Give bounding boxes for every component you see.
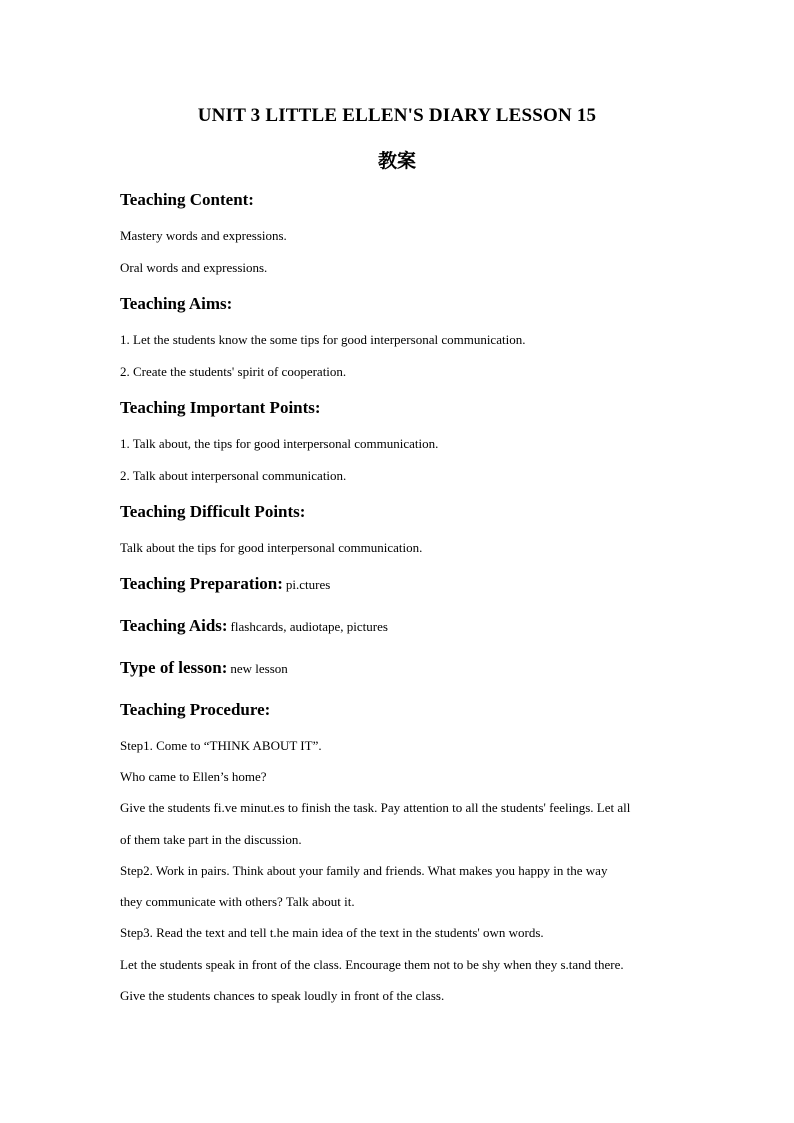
aims-line: 1. Let the students know the some tips for good interpersonal communication. — [120, 332, 526, 347]
document-title: UNIT 3 LITTLE ELLEN'S DIARY LESSON 15 — [197, 105, 597, 126]
content-line: Mastery words and expressions. — [120, 228, 287, 243]
heading-difficult-points: Teaching Difficult Points: — [120, 502, 306, 521]
procedure-line: Step2. Work in pairs. Think about your family and friends. What makes you happy in the way — [120, 863, 608, 878]
important-line: 2. Talk about interpersonal communication. — [120, 468, 347, 483]
procedure-line: Let the students speak in front of the class. Encourage them not to be shy when they s.tand there. — [120, 957, 624, 972]
heading-teaching-procedure: Teaching Procedure: — [120, 700, 271, 719]
heading-teaching-preparation — [120, 574, 330, 594]
content-line: Oral words and expressions. — [120, 260, 268, 275]
procedure-line: of them take part in the discussion. — [120, 832, 302, 847]
aids-label: Teaching Aids: — [120, 616, 228, 635]
procedure-line: Give the students fi.ve minut.es to finish the task. Pay attention to all the students' feelings. Let all — [120, 800, 631, 815]
type-label: Type of lesson: — [120, 658, 228, 677]
heading-teaching-aims: Teaching Aims: — [120, 294, 233, 313]
document-subtitle: 教案 — [377, 150, 416, 172]
preparation-value: pi.ctures — [285, 577, 331, 592]
procedure-line: they communicate with others? Talk about it. — [120, 894, 355, 909]
aims-line: 2. Create the students' spirit of cooperation. — [120, 364, 347, 379]
procedure-line: Who came to Ellen’s home? — [120, 769, 267, 784]
procedure-line: Step1. Come to “THINK ABOUT IT”. — [120, 738, 322, 753]
preparation-label: Teaching Preparation: — [120, 574, 283, 593]
aids-value: flashcards, audiotape, pictures — [230, 619, 388, 634]
important-line: 1. Talk about, the tips for good interpersonal communication. — [120, 436, 439, 451]
type-value: new lesson — [230, 661, 288, 676]
difficult-line: Talk about the tips for good interpersonal communication. — [120, 540, 423, 555]
heading-teaching-content: Teaching Content: — [120, 190, 254, 209]
procedure-line: Give the students chances to speak loudly in front of the class. — [120, 988, 445, 1003]
procedure-line: Step3. Read the text and tell t.he main idea of the text in the students' own words. — [120, 925, 544, 940]
heading-type-of-lesson — [120, 658, 288, 678]
heading-teaching-aids — [120, 616, 388, 636]
heading-important-points: Teaching Important Points: — [120, 398, 321, 417]
